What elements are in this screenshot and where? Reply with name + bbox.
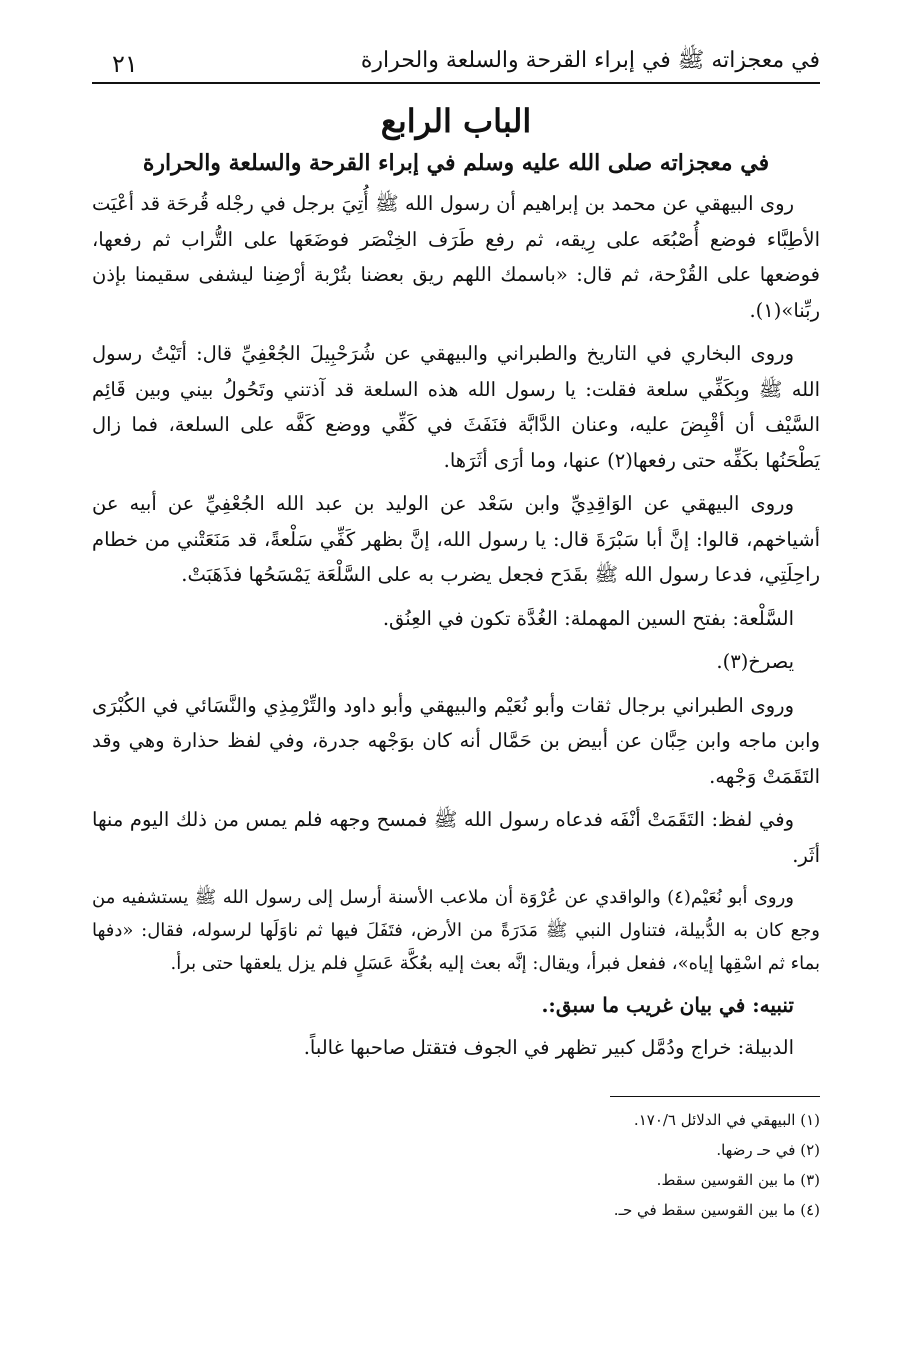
paragraph-5: وفي لفظ: التَقَمَتْ أنْفَه فدعاه رسول الله ﷺ فمسح وجهه فلم يمس من ذلك اليوم منها أثَر. — [92, 808, 820, 867]
paragraph-definition: السَّلْعة: بفتح السين المهملة: الغُدَّة تكون في العِنُق. — [382, 606, 794, 630]
footnote-2: (٢) في حـ رضها. — [716, 1140, 820, 1159]
notice-title: تنبيه: في بيان غريب ما سبق:. — [541, 993, 794, 1017]
footnote-3: (٣) ما بين القوسين سقط. — [656, 1170, 820, 1189]
page-number: ٢١ — [112, 50, 138, 78]
paragraph-2: وروى البخاري في التاريخ والطبراني والبيهقي عن شُرَحْبِيلَ الجُعْفِيِّ قال: أتَيْتُ رسول الله ﷺ وبِكَفِّي سلعة فقلت: يا رسول الله هذه السلعة قد آذتني وتَحُولُ بيني وبين قَائِم السَّيْف أن أقْبِضَ عليه، وعنان الدَّابَّة فنَفَثَ في كَفِّي ووضع كَفَّه على السلعة، فما زال يَطْحَنُها بكَفِّه حتى رفعها(٢) عنها، وما أرَى أثَرَها. — [92, 342, 820, 472]
paragraph-3: وروى البيهقي عن الوَاقِدِيِّ وابن سَعْد عن الوليد بن عبد الله الجُعْفِيِّ عن أبيه عن أشياخهم، قالوا: إنَّ أبا سَبْرَةَ قال: يا رسول الله، إنَّ بظهر كَفِّي سَلْعةً، قد مَنَعَتْني من خطام راحِلَتِي، فدعا رسول الله ﷺ بقَدَح فجعل يضرب به على السَّلْعَة يَمْسَحُها فذَهَبَتْ. — [92, 492, 820, 586]
notice-text: الدبيلة: خراج ودُمَّل كبير تظهر في الجوف فتقتل صاحبها غالباً. — [303, 1036, 794, 1059]
chapter-title: الباب الرابع — [380, 102, 532, 140]
chapter-subtitle: في معجزاته صلى الله عليه وسلم في إبراء القرحة والسلعة والحرارة — [142, 150, 770, 176]
running-title: في معجزاته ﷺ في إبراء القرحة والسلعة والحرارة — [360, 48, 820, 73]
footnote-4: (٤) ما بين القوسين سقط في حـ. — [613, 1200, 820, 1219]
running-header — [92, 40, 820, 84]
paragraph-1: روى البيهقي عن محمد بن إبراهيم أن رسول الله ﷺ أُتِيَ برجل في رجْله قُرحَة قد أعْيَت الأطِبَّاء فوضع أُصْبُعَه على رِيقه، ثم رفع طَرَف الخِنْصَر فوضَعَها على التُّراب ثم رفعها، فوضعها على القُرْحة، ثم قال: «باسمك اللهم ريق بعضنا بتُرْبة أرْضِنا ليشفى سقيمنا بإذن ربِّنا»(١). — [92, 192, 820, 322]
paragraph-yasrukh: يصرخ(٣). — [716, 650, 794, 673]
paragraph-6: وروى أبو نُعَيْم(٤) والواقدي عن عُرْوَة أن ملاعب الأسنة أرسل إلى رسول الله ﷺ يستشفيه من وجع كان به الدُّبيلة، فتناول النبي ﷺ مَدَرَةً من الأرض، فتَفَلَ فيها ثم ناوَلَها لرسوله، فقال: «دفها بماء ثم اسْقِها إياه»، ففعل فبرأ، ويقال: إنَّه بعث إليه بعُكَّة عَسَلٍ فلم يزل يلعقها حتى برأ. — [92, 887, 820, 974]
footnote-1: (١) البيهقي في الدلائل ١٧٠/٦. — [633, 1110, 820, 1129]
footnotes — [92, 1105, 820, 1225]
footnote-separator — [610, 1096, 820, 1097]
paragraph-4: وروى الطبراني برجال ثقات وأبو نُعَيْم والبيهقي وأبو داود والتِّرْمِذِي والنَّسَائي في الكُبْرَى وابن ماجه وابن حِبَّان عن أبيض بن حَمَّال أنه كان بوَجْهه جدرة، وفي لفظ حذارة وهي وقد التَقَمَتْ وَجْهه. — [92, 693, 820, 788]
